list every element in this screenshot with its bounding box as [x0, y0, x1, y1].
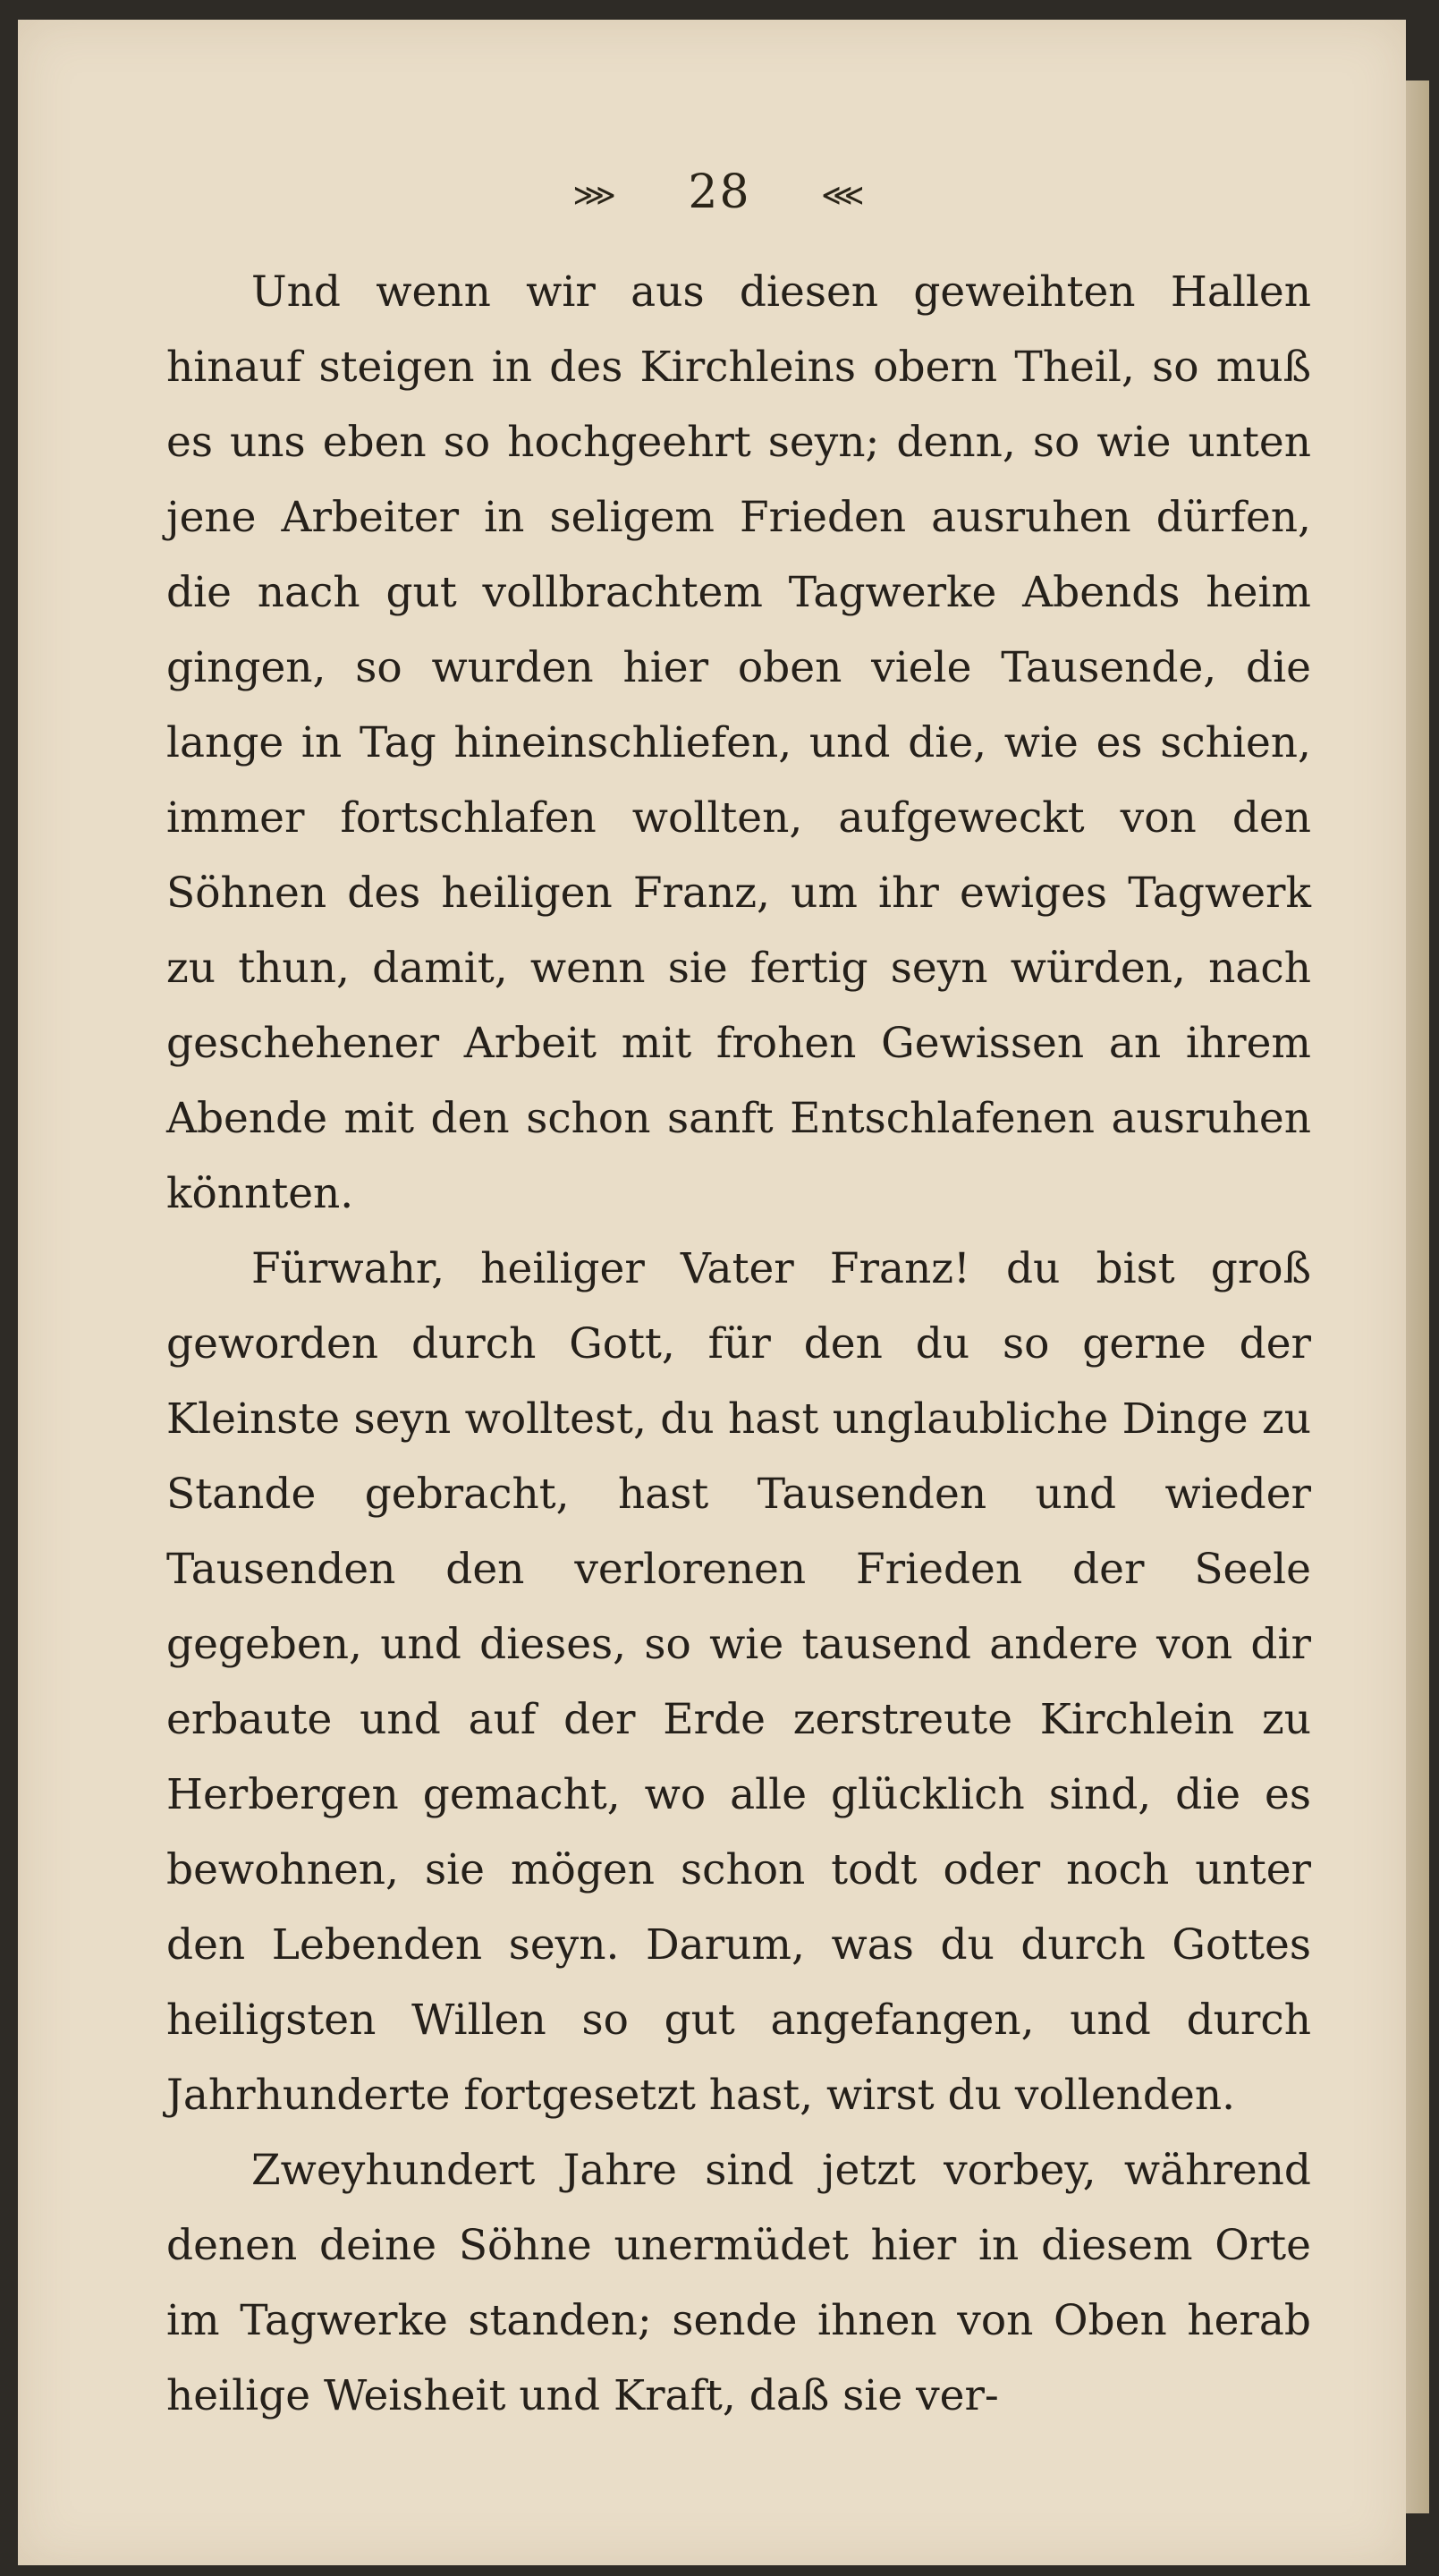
body-text: [166, 255, 1311, 2434]
page-number: 28: [688, 165, 751, 219]
paragraph-1: Und wenn wir aus diesen geweihten Hallen hinauf steigen in des Kirchleins obern Theil, so muß es uns eben so hochgeehrt seyn; denn, so wie unten jene Arbeiter in seligem Frieden ausruhen dürfen, die nach gut vollbrachtem Tagwerke Abends heim gingen, so wurden hier oben viele Tausende, die lange in Tag hineinschliefen, und die, wie es schien, immer fortschlafen wollten, aufgeweckt von den Söhnen des heiligen Franz, um ihr ewiges Tagwerk zu thun, damit, wenn sie fertig seyn würden, nach geschehener Arbeit mit frohen Gewissen an ihrem Abende mit den schon sanft Entschlafenen ausruhen könnten.: [166, 267, 1311, 1218]
paragraph-3: Zweyhundert Jahre sind jetzt vorbey, während denen deine Söhne unermüdet hier in diesem Orte im Tagwerke standen; sende ihnen von Oben herab heilige Weisheit und Kraft, daß sie ver-: [166, 2146, 1311, 2420]
ornament-right: ⋘: [821, 177, 867, 214]
ornament-left: ⋙: [572, 177, 618, 214]
running-head: [0, 165, 1439, 219]
paragraph-2: Fürwahr, heiliger Vater Franz! du bist groß geworden durch Gott, für den du so gerne der Kleinste seyn wolltest, du hast unglaubliche Dinge zu Stande gebracht, hast Tausenden und wieder Tausenden den verlorenen Frieden der Seele gegeben, und dieses, so wie tausend andere von dir erbaute und auf der Erde zerstreute Kirchlein zu Herbergen gemacht, wo alle glücklich sind, die es bewohnen, sie mögen schon todt oder noch unter den Lebenden seyn. Darum, was du durch Gottes heiligsten Willen so gut angefangen, und durch Jahrhunderte fortgesetzt hast, wirst du vollenden.: [166, 1244, 1311, 2120]
